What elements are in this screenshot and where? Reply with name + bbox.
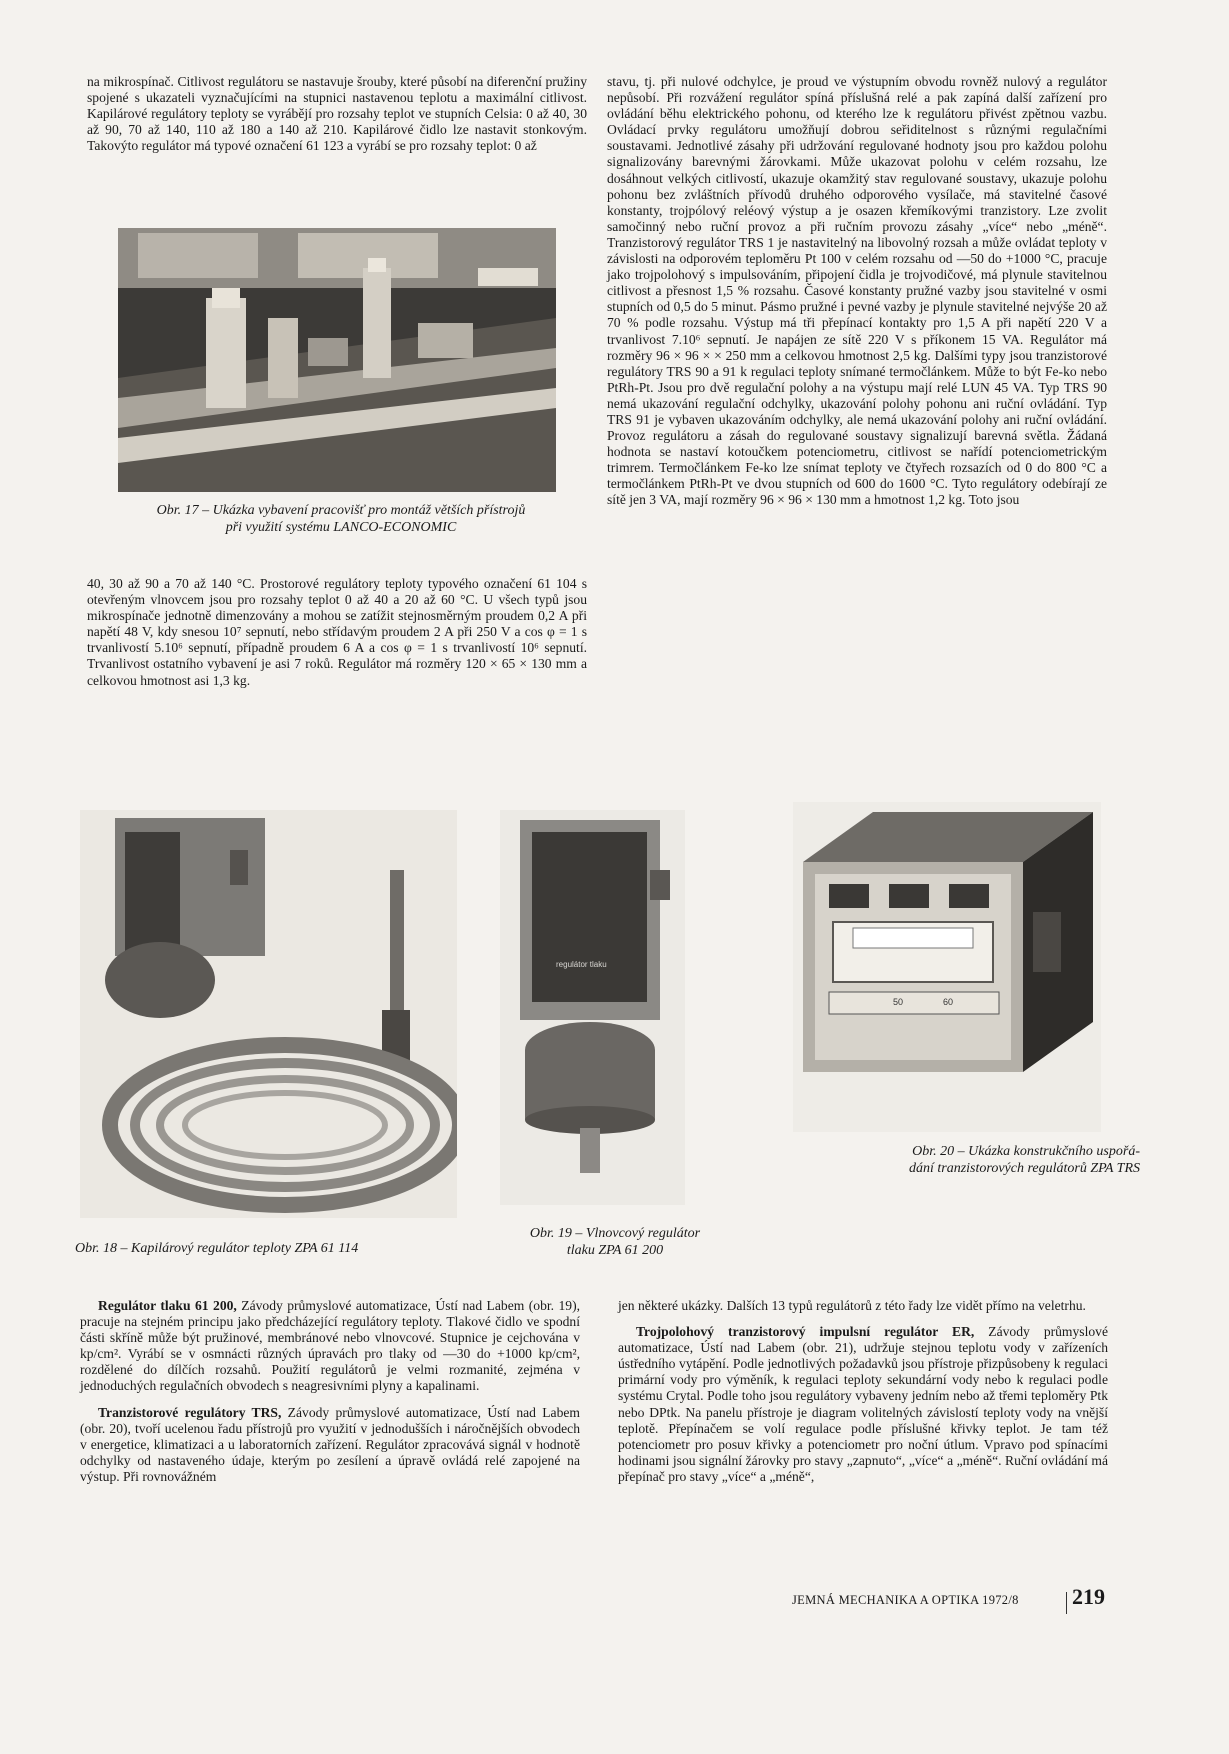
pressure-regulator-paragraph xyxy=(80,1298,580,1395)
trs-regulators-paragraph xyxy=(80,1405,580,1485)
workbench-illustration xyxy=(118,228,556,492)
figure-19-photo xyxy=(500,810,685,1205)
er-regulator-paragraph xyxy=(618,1324,1108,1485)
capillary-regulator-illustration xyxy=(80,810,457,1218)
scale-label-60: 60 xyxy=(943,997,954,1007)
bottom-right-column xyxy=(618,1298,1108,1485)
figure-20-caption xyxy=(740,1143,1140,1177)
journal-footer: JEMNÁ MECHANIKA A OPTIKA 1972/8 xyxy=(792,1593,1019,1607)
er-regulator-body: Závody průmyslové automatizace, Ústí nad Labem (obr. 21), udržuje stejnou teplotu vody v zařízeních ústředního vytápění. Podle jednotlivých požadavků jsou přístroje přizpůsobeny k regulaci primární vody pro výměník, k regulaci teploty sekundární vody nebo k regulaci podle systému Crytal. Podle toho jsou regulátory vybaveny jedním nebo až třemi teploměry Ptk nebo DPtk. Na panelu přístroje je diagram volitelných závislostí teploty vody na vnější teplotě. Přepínačem se volí regulace podle příslušné křivky teplot. Je tam též potenciometr pro posuv křivky a potenciometr pro noční útlum. Vpravo pod spínacími hodinami jsou signální žárovky pro stavy „zapnuto“, „více“ a „méně“. Ruční ovládání má přepínač pro stavy „více“ a „méně“, xyxy=(618,1324,1109,1484)
left-column-top-text: na mikrospínač. Citlivost regulátoru se nastavuje šrouby, které působí na diferenční pružiny spojené s ukazateli vyznačujícími na stupnici nastavenou teplotu a maximální citlivost. Kapilárové regulátory teploty se vyrábějí pro rozsahy teplot ve stupních Celsia: 0 až 40, 30 až 90, 70 až 140, 110 až 180 a 140 až 210. Kapilárové čidlo lze nastavit stonkovým. Takovýto regulátor má typové označení 61 123 a vyrábí se pro rozsahy teplot: 0 až xyxy=(87,74,587,154)
figure-19-caption xyxy=(490,1225,740,1259)
figure-19-caption-line-2: tlaku ZPA 61 200 xyxy=(566,1243,664,1258)
figure-19-caption-line-1: Obr. 19 – Vlnovcový regulátor xyxy=(529,1226,701,1241)
figure-20-caption-line-2: dání tranzistorových regulátorů ZPA TRS xyxy=(908,1161,1140,1176)
figure-20-caption-line-1: Obr. 20 – Ukázka konstrukčního uspořá- xyxy=(912,1144,1140,1159)
regulator-tlaku-label: regulátor tlaku xyxy=(556,960,607,969)
right-column-text: stavu, tj. při nulové odchylce, je proud ve výstupním obvodu rovněž nulový a regulátor nepůsobí. Při rozvážení regulátor spíná příslušná relé a pak zapíná další zařízení pro ovládání běhu elektrického pohonu, od kterého lze k regulátoru přivést zpětnou vazbu. Ovládací prvky regulátoru umožňují dobrou seřiditelnost s různými regulačními soustavami. Jednotlivé zásahy při udržování regulované hodnoty jsou pro každou polohu signalizovány barevnými žárovkami. Může ukazovat polohu v celém rozsahu, lze dosáhnout velkých citlivostí, ukazuje okamžitý stav regulované soustavy, ukazuje polohu pohonu bez zvláštních přívodů druhého odporového vysílače, má stavitelné časové konstanty, trojpólový reléový výstup a je osazen křemíkovými tranzistory. Lze zvolit samočinný nebo ruční provoz a při ručním provozu zásahy „více“ nebo „méně“. Tranzistorový regulátor TRS 1 je nastavitelný na libovolný rozsah a může ovládat teploty v závislosti na odporovém teploměru Pt 100 v celém rozsahu od —50 do +1000 °C, pracuje jako trojpolohový s impulsováním, připojení čidla je trojvodičové, má plynule stavitelnou citlivost a přesnost 1,5 % rozsahu. Časové konstanty pružné vazby jsou stavitelné v osmi stupních od 0,5 do 5 minut. Pásmo pružné i pevné vazby je plynule stavitelné nejvýše 20 až 70 % podle rozsahu. Výstup má tři přepínací kontakty pro 1,5 A při napětí 220 V a trvanlivost 7.10⁶ sepnutí. Je napájen ze sítě 220 V s příkonem 15 VA. Regulátor má rozměry 96 × 96 × × 250 mm a celkovou hmotnost 2,5 kg. Dalšími typy jsou tranzistorové regulátory TRS 90 a 91 k regulaci teploty snímané termočlánkem. Může to být Fe-ko nebo PtRh-Pt. Jsou pro dvě regulační polohy a na výstupu mají relé LUN 45 VA. Typ TRS 90 nemá ukazování regulační odchylky, ukazování polohy pohonu ani ruční ovládání. Typ TRS 91 je vybaven ukazováním odchylky, ale nemá ukazování polohy ani ruční ovládání. Provoz regulátoru a zásah do regulované soustavy signalizují barevná světla. Žádaná hodnota se nastaví kotoučkem potenciometru, citlivost se nařídí potenciometrickým trimrem. Termočlánkem Fe-ko lze snímat teploty ve čtyřech rozsazích od 0 do 800 °C a termočlánkem PtRh-Pt ve dvou stupních od 600 do 1600 °C. Tyto regulátory odebírají ze sítě jen 3 VA, mají rozměry 96 × 96 × 130 mm a hmotnost 1,2 kg. Toto jsou xyxy=(607,74,1107,508)
figure-17-caption-line-2: při využití systému LANCO-ECONOMIC xyxy=(225,520,457,535)
figure-17-photo xyxy=(118,228,556,492)
continuation-paragraph: jen některé ukázky. Dalších 13 typů regulátorů z této řady lze vidět přímo na veletrhu. xyxy=(618,1298,1086,1313)
figure-17-caption-line-1: Obr. 17 – Ukázka vybavení pracovišť pro montáž větších přístrojů xyxy=(156,503,526,518)
transistor-regulator-illustration xyxy=(793,802,1101,1132)
figure-18-caption: Obr. 18 – Kapilárový regulátor teploty ZPA 61 114 xyxy=(75,1241,359,1256)
trs-regulators-body: Závody průmyslové automatizace, Ústí nad Labem (obr. 20), tvoří ucelenou řadu přístrojů pro využití v jednodušších i náročnějších obvodech v energetice, klimatizaci a u laboratorních zařízení. Regulátor zpracovává signál v hodnotě odchylky od nastaveného údaje, kterým po zesílení a úpravě ovládá relé zapojené na výstup. Při rovnovážném xyxy=(80,1404,580,1484)
scale-label-50: 50 xyxy=(893,997,904,1007)
pressure-regulator-heading: Regulátor tlaku 61 200, xyxy=(98,1298,237,1313)
bottom-left-column xyxy=(80,1298,580,1485)
pressure-regulator-illustration xyxy=(500,810,685,1205)
figure-17-caption xyxy=(95,502,587,536)
pressure-regulator-body: Závody průmyslové automatizace, Ústí nad Labem (obr. 19), pracuje na stejném principu jako předcházející regulátory teploty. Tlakové čidlo ve spodní části skříně může být pružinové, membránové nebo vlnovcové. Stupnice je cejchována v kp/cm². Vyrábí se v osmnácti různých úpravách pro tlaky od —30 do +1000 kp/cm², rozdělené do dílčích rozsahů. Použití regulátorů je velmi rozmanité, zejména v jednoduchých regulačních obvodech s neagresivními plyny a kapalinami. xyxy=(80,1298,580,1394)
er-regulator-heading: Trojpolohový tranzistorový impulsní regulátor ER, xyxy=(636,1324,975,1340)
left-column-bottom-text: 40, 30 až 90 a 70 až 140 °C. Prostorové regulátory teploty typového označení 61 104 s otevřeným vlnovcem jsou pro rozsahy teplot 0 až 40 a 20 až 60 °C. U všech typů jsou mikrospínače jednotně dimenzovány a mohou se zatížit stejnosměrným proudem 0,2 A při napětí 48 V, kdy snesou 10⁷ sepnutí, nebo střídavým proudem 2 A při 250 V a cos φ = 1 s trvanlivostí 5.10⁶ sepnutí, případně proudem 6 A a cos φ = 1 s trvanlivostí 10⁶ sepnutí. Trvanlivost ostatního vybavení je asi 7 roků. Regulátor má rozměry 120 × 65 × 130 mm a celkovou hmotnost asi 1,3 kg. xyxy=(87,576,587,688)
figure-18-photo xyxy=(80,810,457,1218)
figure-20-photo xyxy=(793,802,1101,1132)
trs-regulators-heading: Tranzistorové regulátory TRS, xyxy=(98,1404,282,1420)
page-number: 219 xyxy=(1072,1584,1105,1609)
footer-separator xyxy=(1066,1592,1067,1614)
